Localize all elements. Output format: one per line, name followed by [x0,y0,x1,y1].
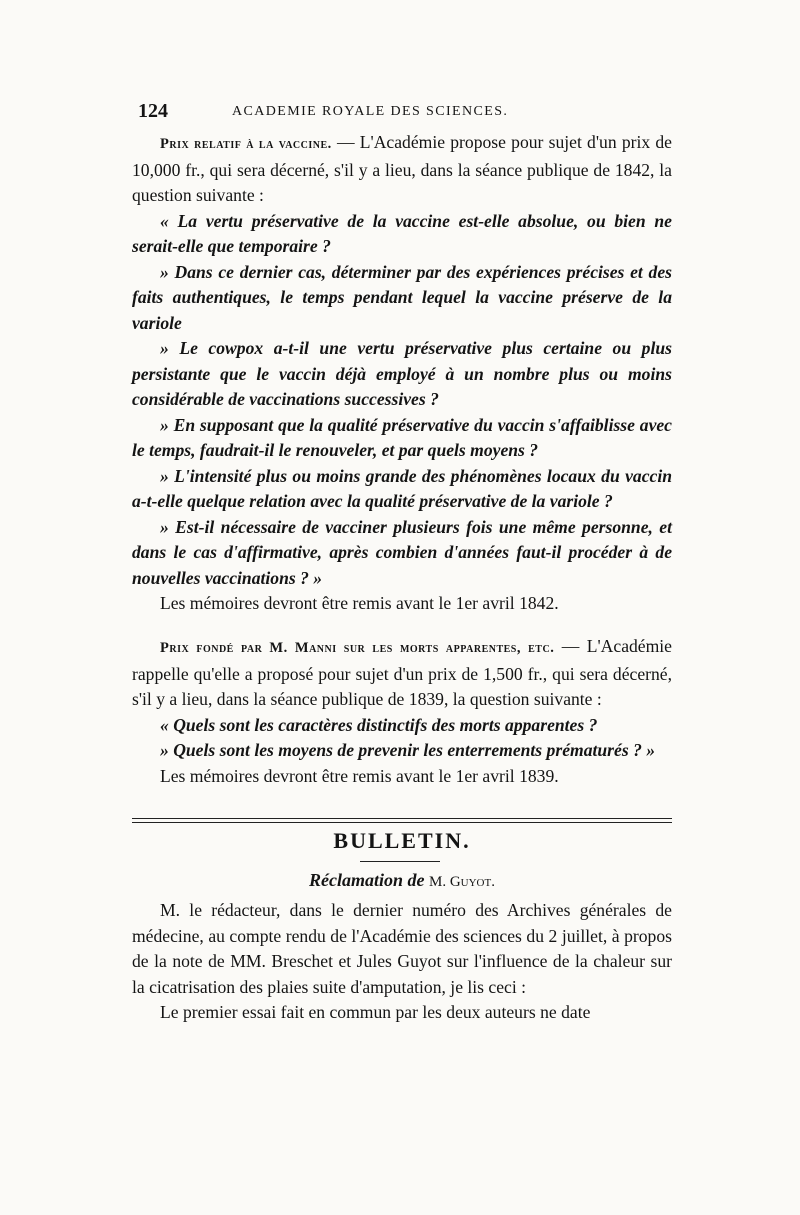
section-divider-thin [132,822,672,823]
section-vaccine-prize [132,130,672,617]
question-5: » L'intensité plus ou moins grande des phénomènes locaux du vaccin a-t-elle quelque relation avec la qualité préservative de la variole ? [132,465,672,511]
section-manni-intro [132,634,672,713]
question-6: » Est-il nécessaire de vacciner plusieurs fois une même personne, et dans le cas d'affirmative, après combien d'années faut-il procéder à de nouvelles vaccinations ? » [132,516,672,588]
intro-text: — L'Académie propose pour sujet d'un prix de 10,000 fr., qui sera décerné, s'il y a lieu, dans la séance publique de 1842, la question suivante : [132,132,672,205]
section-manni-prize [132,634,672,789]
deadline: Les mémoires devront être remis avant le 1er avril 1839. [160,765,559,786]
page-header [132,100,672,126]
title-underline [360,861,440,862]
question-2: » Quels sont les moyens de prevenir les enterrements prématurés ? » [160,740,656,760]
question-2: » Dans ce dernier cas, déterminer par des expériences précises et des faits authentiques, le temps pendant lequel la vaccine préserve de la variole [132,261,672,333]
subtitle-name: M. Guyot. [429,874,495,890]
running-title: ACADEMIE ROYALE DES SCIENCES. [232,104,509,119]
deadline: Les mémoires devront être remis avant le 1er avril 1842. [160,593,559,613]
intro-text: — L'Académie rappelle qu'elle a proposé pour sujet d'un prix de 1,500 fr., qui sera décerné, s'il y a lieu, dans la séance publique de 1839, la question suivante : [132,636,672,709]
section-divider [132,818,672,819]
question-4: » En supposant que la qualité préservative du vaccin s'affaiblisse avec le temps, faudrait-il le renouveler, et par quels moyens ? [132,414,672,460]
bulletin-subtitle [132,870,672,891]
question-3: » Le cowpox a-t-il une vertu préservative plus certaine ou plus persistante que le vaccin déjà employé à un nombre plus ou moins considérable de vaccinations successives ? [132,338,672,409]
section-heading: Prix relatif à la vaccine. [160,136,332,152]
subtitle-text: Réclamation de [309,870,425,890]
bulletin-body [132,898,672,1026]
bulletin-paragraph-2: Le premier essai fait en commun par les deux auteurs ne date [160,1002,591,1022]
section-heading: Prix fondé par M. Manni sur les morts apparentes, etc. [160,640,555,656]
question-1: « La vertu préservative de la vaccine est-elle absolue, ou bien ne serait-elle que temporaire ? [132,210,672,256]
bulletin-paragraph-1: M. le rédacteur, dans le dernier numéro des Archives générales de médecine, au compte rendu de l'Académie des sciences du 2 juillet, à propos de la note de MM. Breschet et Jules Guyot sur l'influence de la chaleur sur la cicatrisation des plaies suite d'amputation, je lis ceci : [132,900,672,997]
question-1: « Quels sont les caractères distinctifs des morts apparentes ? [160,714,598,735]
section-vaccine-intro [132,130,672,209]
bulletin-title: BULLETIN. [333,828,471,853]
page-number: 124 [138,100,168,122]
